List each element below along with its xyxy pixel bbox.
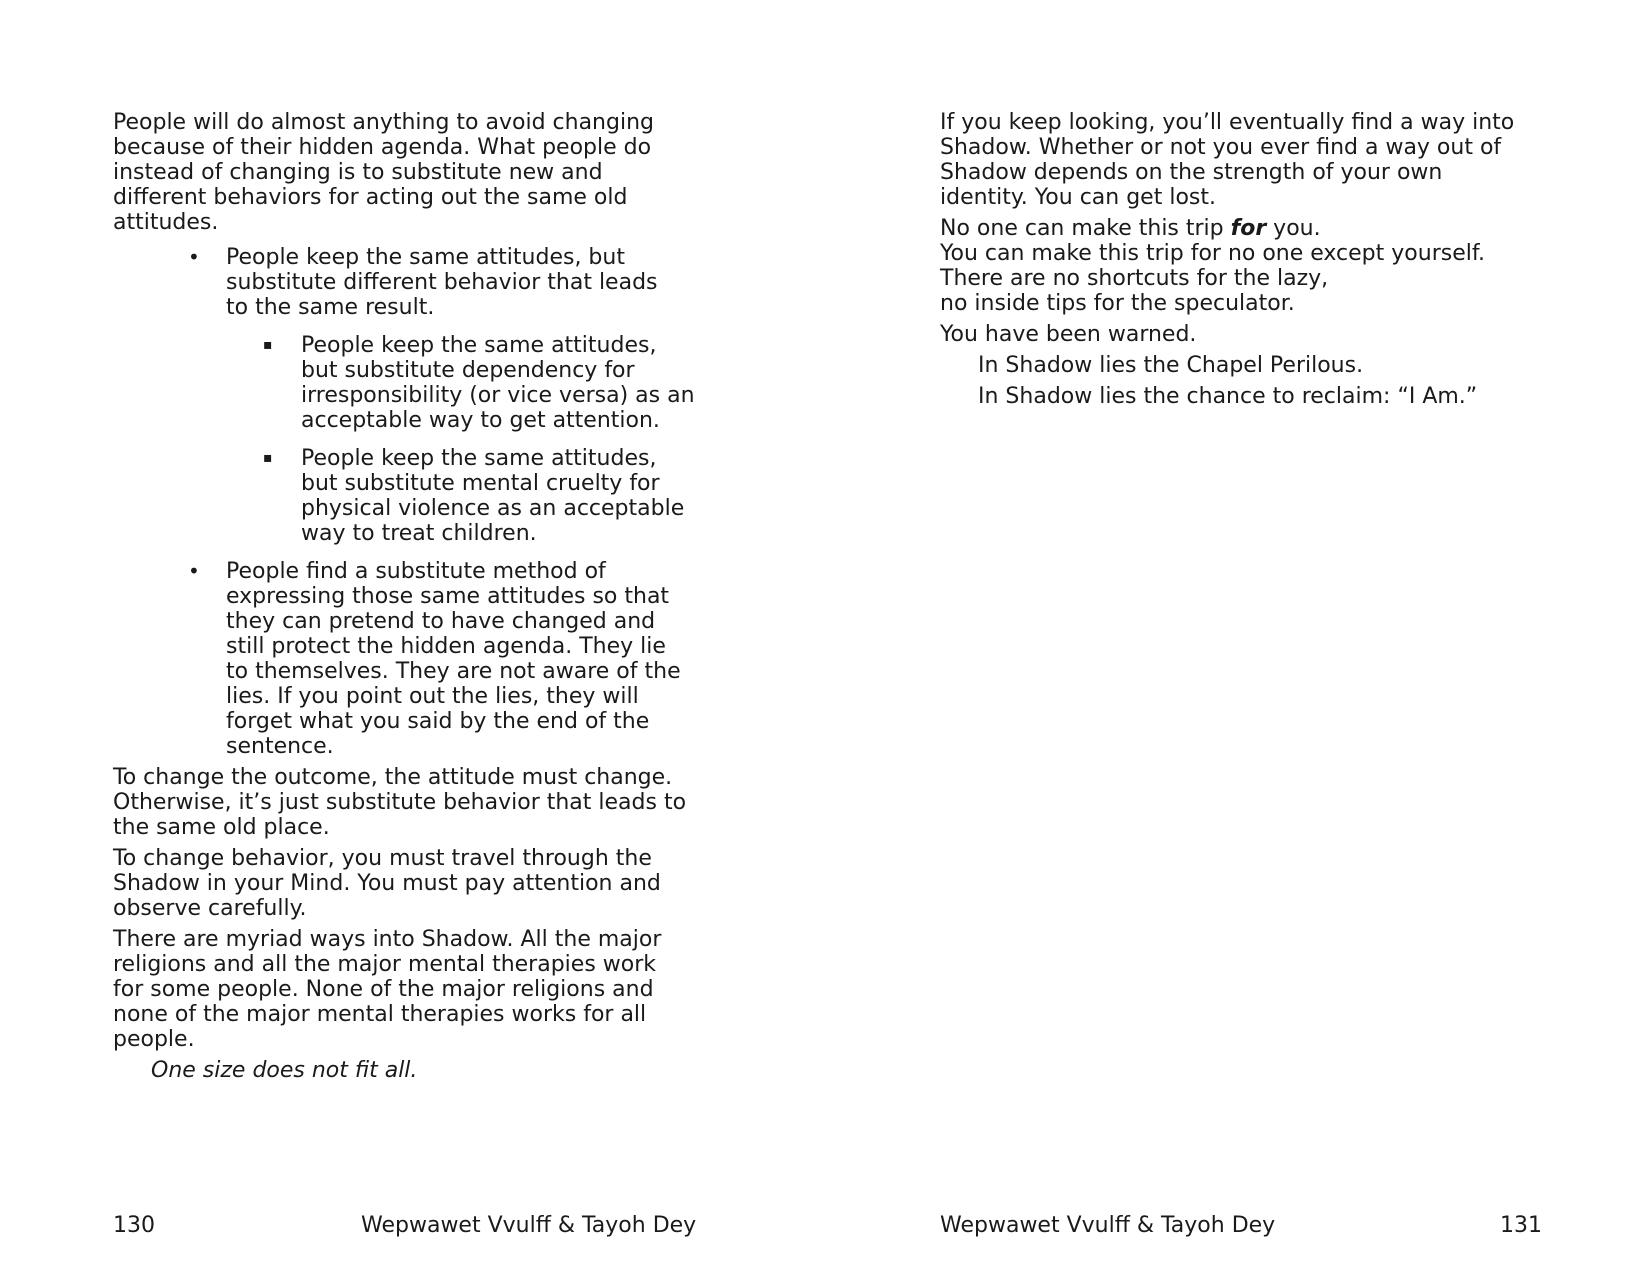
trip-line-4: no inside tips for the speculator. bbox=[940, 291, 1295, 316]
paragraph-i-am: In Shadow lies the chance to reclaim: “I Am.” bbox=[978, 384, 1478, 409]
left-page-content bbox=[113, 110, 723, 1089]
list-item bbox=[113, 333, 723, 433]
emphasis-one-size: One size does not fit all. bbox=[151, 1058, 418, 1083]
paragraph-chapel-perilous: In Shadow lies the Chapel Perilous. bbox=[978, 353, 1364, 378]
right-page-content bbox=[940, 110, 1550, 415]
sub-bullet-marker: ▪ bbox=[263, 337, 273, 353]
trip-line-3: There are no shortcuts for the lazy, bbox=[940, 266, 1329, 291]
paragraph-trip bbox=[940, 216, 1550, 316]
bullet-text-pretend: People find a substitute method of expressing those same attitudes so that they can pretend to have changed and still protect the hidden agenda. They lie to themselves. They are not aware of the lies. If you point out the lies, they will forget what you said by the end of the sentence. bbox=[226, 559, 681, 759]
bullet-marker: • bbox=[188, 559, 200, 583]
list-item bbox=[113, 446, 723, 546]
paragraph-change-outcome: To change the outcome, the attitude must change. Otherwise, it’s just substitute behavior that leads to the same old place. bbox=[113, 765, 687, 840]
sub-bullet-marker: ▪ bbox=[263, 450, 273, 466]
list-item bbox=[113, 245, 723, 320]
sub-bullet-text-cruelty: People keep the same attitudes, but substitute mental cruelty for physical violence as an acceptable way to treat children. bbox=[301, 446, 685, 546]
paragraph-warned: You have been warned. bbox=[940, 322, 1197, 347]
page-number-right: 131 bbox=[1500, 1213, 1542, 1238]
trip-text-after: you. bbox=[1266, 216, 1321, 241]
paragraph-one-size bbox=[113, 1058, 723, 1083]
emphasis-for: for bbox=[1230, 216, 1267, 241]
list-item bbox=[113, 559, 723, 759]
running-footer-author-left: Wepwawet Vvulff & Tayoh Dey bbox=[361, 1213, 697, 1238]
bullet-marker: • bbox=[188, 245, 200, 269]
paragraph-change-behavior: To change behavior, you must travel through the Shadow in your Mind. You must pay attention and observe carefully. bbox=[113, 846, 661, 921]
paragraph-hidden-agenda: People will do almost anything to avoid changing because of their hidden agenda. What people do instead of changing is to substitute new and different behaviors for acting out the same old attitudes. bbox=[113, 110, 654, 235]
bullet-text-same-result: People keep the same attitudes, but substitute different behavior that leads to the same result. bbox=[226, 245, 658, 320]
running-footer-author-right: Wepwawet Vvulff & Tayoh Dey bbox=[940, 1213, 1276, 1238]
page-number-left: 130 bbox=[113, 1213, 155, 1238]
right-page bbox=[940, 0, 1550, 1275]
paragraph-myriad-ways: There are myriad ways into Shadow. All the major religions and all the major mental therapies work for some people. None of the major religions and none of the major mental therapies works for all people. bbox=[113, 927, 662, 1052]
trip-line-2: You can make this trip for no one except yourself. bbox=[940, 241, 1485, 266]
left-page bbox=[113, 0, 723, 1275]
paragraph-keep-looking: If you keep looking, you’ll eventually find a way into Shadow. Whether or not you ever find a way out of Shadow depends on the strength of your own identity. You can get lost. bbox=[940, 110, 1515, 210]
trip-line-1 bbox=[940, 216, 1550, 241]
sub-bullet-text-dependency: People keep the same attitudes, but substitute dependency for irresponsibility (or vice versa) as an acceptable way to get attention. bbox=[301, 333, 695, 433]
trip-text-before: No one can make this trip bbox=[940, 216, 1231, 241]
